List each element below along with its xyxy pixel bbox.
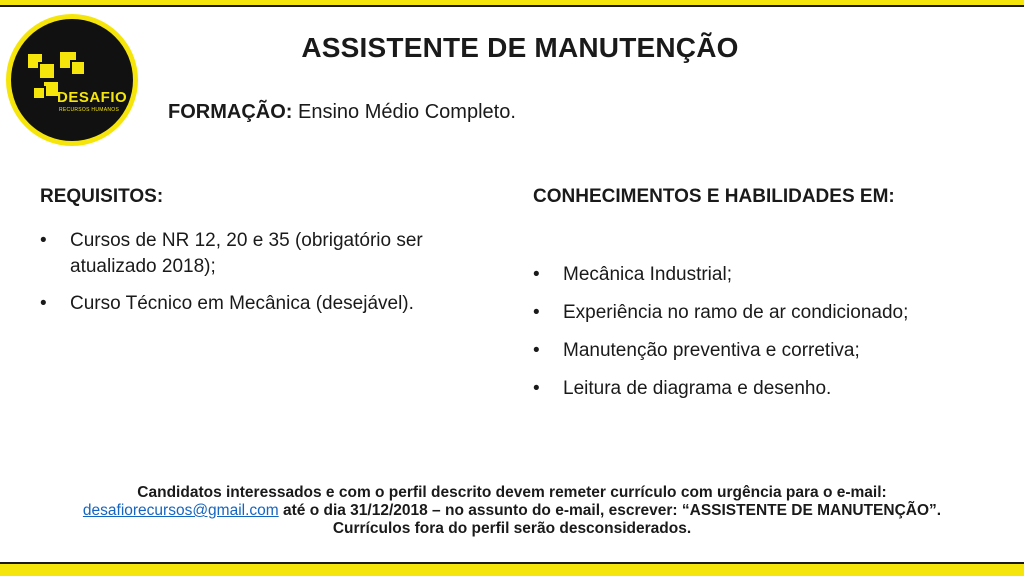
job-title: ASSISTENTE DE MANUTENÇÃO bbox=[301, 32, 739, 63]
list-item-text: Cursos de NR 12, 20 e 35 (obrigatório ser atualizado 2018); bbox=[70, 230, 423, 277]
bottom-border bbox=[0, 562, 1024, 576]
list-item bbox=[533, 376, 1003, 402]
logo-disc bbox=[11, 19, 133, 141]
bullet-icon: • bbox=[40, 230, 47, 251]
bullet-icon: • bbox=[533, 340, 540, 361]
conhecimentos-list bbox=[533, 262, 1003, 402]
list-item-text: Leitura de diagrama e desenho. bbox=[563, 378, 832, 399]
list-item-text: Experiência no ramo de ar condicionado; bbox=[563, 302, 909, 323]
list-item bbox=[40, 228, 500, 280]
instructions-line2: até o dia 31/12/2018 – no assunto do e-mail, escrever: “ASSISTENTE DE MANUTENÇÃO”. Currículos fora do perfil serão desconsiderados. bbox=[278, 502, 942, 537]
application-instructions bbox=[60, 484, 964, 538]
list-item-text: Manutenção preventiva e corretiva; bbox=[563, 340, 860, 361]
bullet-icon: • bbox=[533, 302, 540, 323]
bullet-icon: • bbox=[40, 293, 47, 314]
top-border bbox=[0, 0, 1024, 7]
conhecimentos-section bbox=[533, 186, 1003, 402]
instructions-line1: Candidatos interessados e com o perfil descrito devem remeter currículo com urgência para o e-mail: bbox=[137, 484, 887, 501]
logo-tagline: RECURSOS HUMANOS bbox=[59, 107, 120, 113]
formacao-line bbox=[168, 101, 516, 124]
formacao-value: Ensino Médio Completo. bbox=[292, 101, 516, 123]
bullet-icon: • bbox=[533, 264, 540, 285]
list-item bbox=[533, 300, 1003, 326]
list-item bbox=[533, 338, 1003, 364]
requisitos-list bbox=[40, 228, 500, 317]
requisitos-section bbox=[40, 186, 500, 317]
requisitos-heading: REQUISITOS: bbox=[40, 186, 164, 207]
list-item-text: Mecânica Industrial; bbox=[563, 264, 732, 285]
list-item bbox=[533, 262, 1003, 288]
company-logo bbox=[6, 14, 138, 146]
conhecimentos-heading: CONHECIMENTOS E HABILIDADES EM: bbox=[533, 186, 895, 207]
bullet-icon: • bbox=[533, 378, 540, 399]
email-link[interactable]: desafiorecursos@gmail.com bbox=[82, 502, 279, 519]
list-item-text: Curso Técnico em Mecânica (desejável). bbox=[70, 293, 414, 314]
logo-brand: DESAFIO bbox=[57, 89, 128, 106]
formacao-label: FORMAÇÃO: bbox=[168, 101, 293, 123]
list-item bbox=[40, 291, 500, 317]
